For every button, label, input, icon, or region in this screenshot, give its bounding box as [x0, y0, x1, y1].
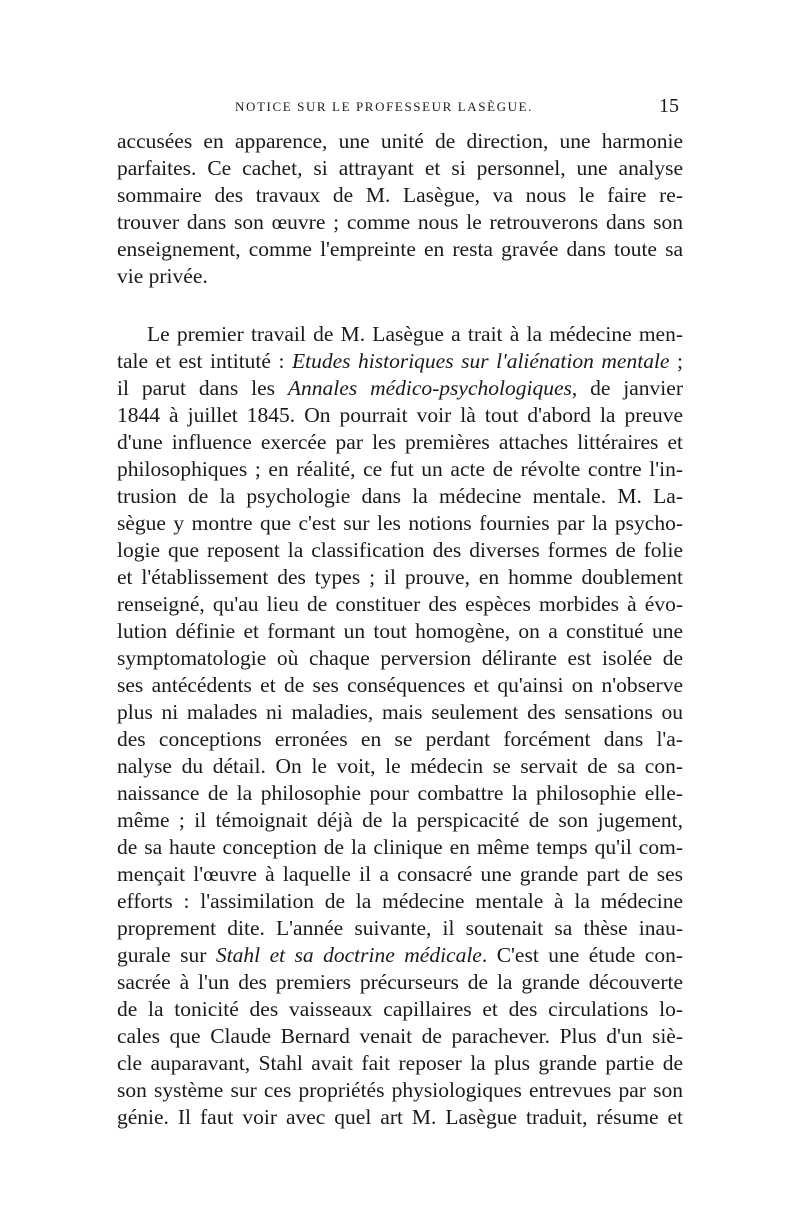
work-title: Etudes historiques sur l'aliénation mentale	[291, 349, 670, 373]
text-segment: ;	[669, 349, 683, 373]
text-line: cales que Claude Bernard venait de parachever. Plus d'un siè-	[117, 1024, 683, 1048]
text-line: enseignement, comme l'empreinte en resta gravée dans toute sa	[117, 237, 683, 261]
text-line: vie privée.	[117, 264, 208, 288]
text-line: de sa haute conception de la clinique en même temps qu'il com-	[117, 835, 683, 859]
text-segment: il parut dans les	[117, 376, 288, 400]
text-line: plus ni malades ni maladies, mais seulement des sensations ou	[117, 700, 683, 724]
page-number: 15	[659, 95, 679, 117]
running-header	[115, 95, 685, 119]
text-line: accusées en apparence, une unité de direction, une harmonie	[117, 129, 683, 153]
text-segment: tale et est intituté :	[117, 349, 292, 373]
text-line: trouver dans son œuvre ; comme nous le retrouverons dans son	[117, 210, 683, 234]
text-line: des conceptions erronées en se perdant forcément dans l'a-	[117, 727, 683, 751]
text-segment: , de janvier	[571, 376, 683, 400]
text-line: mençait l'œuvre à laquelle il a consacré une grande part de ses	[117, 862, 683, 886]
text-line: cle auparavant, Stahl avait fait reposer la plus grande partie de	[117, 1051, 683, 1075]
text-line: génie. Il faut voir avec quel art M. Lasègue traduit, résume et	[117, 1105, 683, 1129]
text-line: naissance de la philosophie pour combattre la philosophie elle-	[117, 781, 683, 805]
text-line: de la tonicité des vaisseaux capillaires et des circulations lo-	[117, 997, 683, 1021]
text-line: sommaire des travaux de M. Lasègue, va nous le faire re-	[117, 183, 683, 207]
text-line: proprement dite. L'année suivante, il soutenait sa thèse inau-	[117, 916, 683, 940]
text-line	[117, 374, 683, 402]
running-title: NOTICE SUR LE PROFESSEUR LASÈGUE.	[235, 99, 534, 114]
text-line: nalyse du détail. On le voit, le médecin se servait de sa con-	[117, 754, 683, 778]
text-line: sègue y montre que c'est sur les notions fournies par la psycho-	[117, 511, 683, 535]
text-line: trusion de la psychologie dans la médecine mentale. M. La-	[117, 484, 683, 508]
text-line: son système sur ces propriétés physiologiques entrevues par son	[117, 1078, 683, 1102]
journal-title: Annales médico-psychologiques	[287, 376, 572, 400]
text-line: et l'établissement des types ; il prouve, en homme doublement	[117, 565, 683, 589]
text-line: renseigné, qu'au lieu de constituer des espèces morbides à évo-	[117, 592, 683, 616]
text-line: 1844 à juillet 1845. On pourrait voir là tout d'abord la preuve	[117, 403, 683, 427]
text-line: lution définie et formant un tout homogène, on a constitué une	[117, 619, 683, 643]
text-segment: gurale sur	[117, 943, 216, 967]
text-line: même ; il témoignait déjà de la perspicacité de son jugement,	[117, 808, 683, 832]
text-line: d'une influence exercée par les premières attaches littéraires et	[117, 430, 683, 454]
thesis-title: Stahl et sa doctrine médicale	[215, 943, 482, 967]
text-line: Le premier travail de M. Lasègue a trait à la médecine men-	[147, 322, 683, 346]
text-line: logie que reposent la classification des diverses formes de folie	[117, 538, 683, 562]
text-line: efforts : l'assimilation de la médecine mentale à la médecine	[117, 889, 683, 913]
text-line: ses antécédents et de ses conséquences et qu'ainsi on n'observe	[117, 673, 683, 697]
text-segment: . C'est une étude con-	[481, 943, 683, 967]
text-line: sacrée à l'un des premiers précurseurs de la grande découverte	[117, 970, 683, 994]
text-line: symptomatologie où chaque perversion délirante est isolée de	[117, 646, 683, 670]
text-line	[117, 941, 683, 969]
text-line: philosophiques ; en réalité, ce fut un acte de révolte contre l'in-	[117, 457, 683, 481]
text-line	[117, 347, 683, 375]
text-line: parfaites. Ce cachet, si attrayant et si personnel, une analyse	[117, 156, 683, 180]
